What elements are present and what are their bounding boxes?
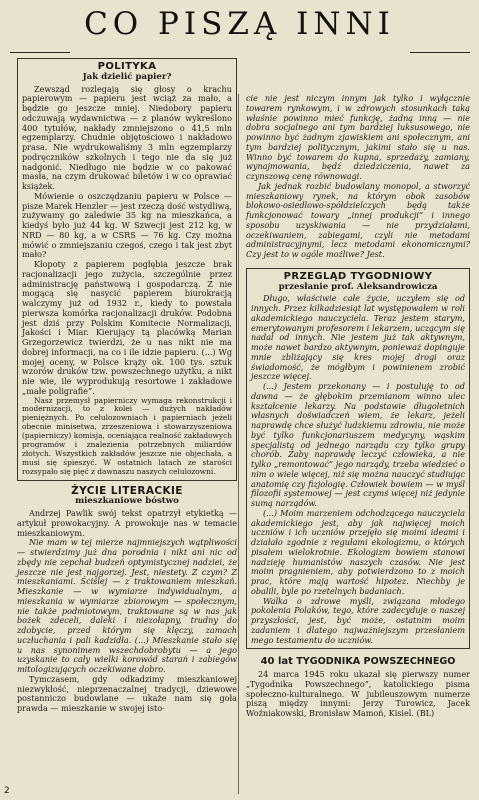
jubilee-heading [246, 657, 470, 667]
section-title-zycie-literackie: ŻYCIE LITERACKIE [71, 484, 183, 497]
article-title-mieszkaniowe: mieszkaniowe bóstwo [75, 496, 179, 507]
zycie-paragraph-1: Andrzej Pawlik swój tekst opatrzył etykietką — artykuł prowokacyjny. A prowokuje nas w temacie mieszkaniowym. [17, 508, 237, 538]
right-column [246, 94, 470, 719]
section-title-przeglad: PRZEGLĄD TYGODNIOWY [283, 270, 433, 282]
zycie-continued-1: cie nie jest niczym innym jak tylko i wyłącznie towarem rynkowym, i w zdrowych stosunkach taką właśnie powinno mieć funkcję, żadną inną — nie dobra socjalnego ani tym bardziej luksusowego, nie powinno być żadnym zjawiskiem ani społecznym, ani tym bardziej politycznym, jakimi stało się u nas. Winno być towarem do kupna, sprzedaży, zamiany, wynajmowania, będź dziedziczenia, nawet za czynszową cenę równowagi. [246, 93, 470, 181]
article-title-papier: Jak dzielić papier? [82, 71, 172, 82]
section-title-polityka: POLITYKA [97, 61, 157, 72]
zycie-paragraph-3: Tymczasem, gdy odkadzimy mieszkaniowej niezwykłość, nieprzenaczalnej tradycji, dziewowe postanniczo budowlane — ukaże nam się goła prawda — mieszkanie w swojej isto- [17, 673, 237, 714]
polityka-paragraph-3: Kłopoty z papierem pogłębia jeszcze brak racjonalizacji jego zużycia, szczególnie przez administrację państwową i gospodarczą. Z nie mogącą się nasycić papierem biurokracją walczymy już od 1932 r., kiedy to powstała pierwsza komórka racjonalizacji druków. Podobna jest dziś przy Polskim Komitecie Normalizacji, Jakości i Miar. Kierujący tą placówką Marian Grzegorzewicz twierdzi, że u nas nikt nie ma dobrej informacji, na co i ile idzie papieru. (...) Wg mojej oceny, w Polsce krąży ok. 100 tys. sztuk wzorów druków tzw. powszechnego użytku, a nikt nie wie, ile wyprodukują resortowe i zakładowe „małe poligrafie”. [22, 259, 232, 396]
jubilee-years: 40 lat [260, 656, 293, 668]
article-title-przeslanie: przesłanie prof. Aleksandrowicza [278, 281, 438, 292]
przeglad-paragraph-2: (...) Jestem przekonany — i postuluję to od dawna — że głębokim przemianom winno ulec kształcenie lekarzy. Na podstawie długoletnich własnych doświadczeń wiem, że lekarz, jeżeli naprawdę chce służyć ludzkiemu zdrowiu, nie może być tylko funkcjonariuszem medycyny, wąskim specjalistą od jednego narządu czy tylko grupy chorób. Żaby naprawdę leczyć człowieka, a nie tylko „remontować” jego narządy, trzeba wiedzieć o nim o wiele więcej, niż się można nauczyć studiując anatomię czy fizjologię. Człowiek bowiem — w myśl filozofii systemowej — jest czymś więcej niż jedynie sumą narządów. [251, 381, 465, 508]
column-divider [238, 94, 239, 794]
polityka-paragraph-1: Zewsząd rozlegają się głosy o krachu papierowym — papieru jest wciąż za mało, a będzie go jeszcze mniej. Niedobory papieru odczuwają wydawnictwa — z planów wykreślono 400 tytułów, nakłady zmniejszono o 41,5 mln egzemplarzy. Chudnie objętościowo i nakładowo prasa. Nie wydrukowaliśmy 3 mln egzemplarzy podręczników szkolnych i tego nie da się już nadgonić. Niedługo nie będzie w co pakować masła, na czym drukować biletów i w co oprawiać książek. [22, 83, 232, 191]
left-column [17, 58, 237, 714]
jubilee-text: 24 marca 1945 roku ukazał się pierwszy numer „Tygodnika Powszechnego”, katolickiego pisma społeczno-kulturalnego. W jubileuszowym numerze piszą między innymi: Jerzy Turowicz, Jacek Woźniakowski, Bronisław Mamoń, Kisiel. (BL) [246, 669, 470, 718]
zycie-continued-2: Jak jednak rozbić budowlany monopol, a stworzyć mieszkaniowy rynek, na którym obok zasobów blokowo-osiedlowo-spółdzielczych będą także funkcjonować towary „innej produkcji” i innego sposobu uzyskiwania — nie przydziałami, oczekiwaniem, zabiegami, czyli nie metodami administracyjnymi, lecz metodami ekonomicznymi? Czy jest to w ogóle możliwe? Jest. [246, 180, 470, 259]
zycie-paragraph-2: Nie mam w tej mierze najmniejszych wątpliwości — stwierdzimy już dna porodnia i nikt ani nic od zbędy nie zepchał budzeń optymistycznej nadziei, że jeszcze nie jest najgorzej. Jest, niestety. Z czym? Z mieszkaniami. Ściślej — z traktowaniem mieszkań. Mieszkanie — w wymiarze indywidualnym, a mieszkania w wymiarze zbiorowym — społecznym, nie także podmiotowym, traktowane są w nas jak bożek zdeceli, daleki i niezołapny, trudny do zdobycie, przed którym się klęczy, zamach uczłuchania i pali kadzidła. (...) Mieszkanie stało się u nas synonimem wszechdobrobytu — a jego uzyskanie to cały wielki korowód starań i zabiegów mitologizujących oczekiwane dobro. [17, 537, 237, 675]
masthead-rule-right [410, 52, 470, 53]
masthead-title: CO PISZĄ INNI [84, 6, 395, 42]
polityka-paragraph-2: Mówienie o oszczędzaniu papieru w Polsce — pisze Marek Henzler — jest rzeczą dość wstydliwą, zużywamy go zaledwie 35 kg na mieszkańca, a kiedyś było już 44 kg. W Szwecji jest 212 kg, w NRD — 80 kg, a w CSRS — 76 kg. Czy można mówić o zmniejszaniu czegoś, czego i tak jest zbyt mało? [22, 190, 232, 260]
jubilee-title: TYGODNIKA POWSZECHNEGO [296, 656, 456, 668]
masthead-rule-left [10, 52, 70, 53]
page-number: 2 [4, 786, 10, 796]
przeglad-paragraph-3: (...) Moim marzeniem odchodzącego nauczyciela akademickiego jest, aby jak najwięcej moich uczniów i ich uczniów przejęło się moimi ideami i działało zgodnie z regułami ekologizmu, o których pisałem wielokrotnie. Ekologizm bowiem stanowi nadzieję humanistów naszych czasów. Nie jest moim pragnieniem, aby potwierdzono to z moich prac, które mają wartość hipotez. Niechby je obalili, byle po rzetelnych badaniach. [251, 507, 465, 596]
przeglad-paragraph-1: Długo, właściwie całe życie, uczyłem się od innych. Przez kilkadziesiąt lat występowałem w roli akademickiego nauczyciela. Teraz jestem starym, emerytowanym profesorem i lekarzem, uczącym się nadal od innych. Nie jestem już tak aktywnym, może nawet bardzo aktywnym, ponieważ dopinguje mnie zbliżający się kres mojej drogi oraz świadomość, że mógłbym i powinienem zrobić jeszcze więcej. [251, 293, 465, 382]
przeglad-box [246, 268, 470, 650]
polityka-box [17, 58, 237, 481]
polityka-paragraph-4: Nasz przemysł papierniczy wymaga rekonstrukcji i modernizacji, to z kolei — dużych nakładów pieniężnych. Po celulozowniach i papierniach jeżeli obecnie minisetwa, zrzeszeniowa i stowarzyszeniowa (papierniczy) komisja, oceniająca realność zakładowych programów i znalezienia potrzebnych miliardów złotych. Wszystkich zakładów jeszcze nie objechała, a musi się śpieszyć. W ostatnich latach ze starości rozsypało się pięć z dawnaszu naszych celulozowni. [22, 395, 232, 476]
przeglad-paragraph-4: Walka o zdrowe myśli, związana młodego pokolenia Polaków, tego, które zadecyduje o naszej przyszłości, jest, być może, ostatnim moim zadaniem i dlatego najważniejszym przesłaniem mego testamentu do uczniów. [251, 595, 465, 645]
